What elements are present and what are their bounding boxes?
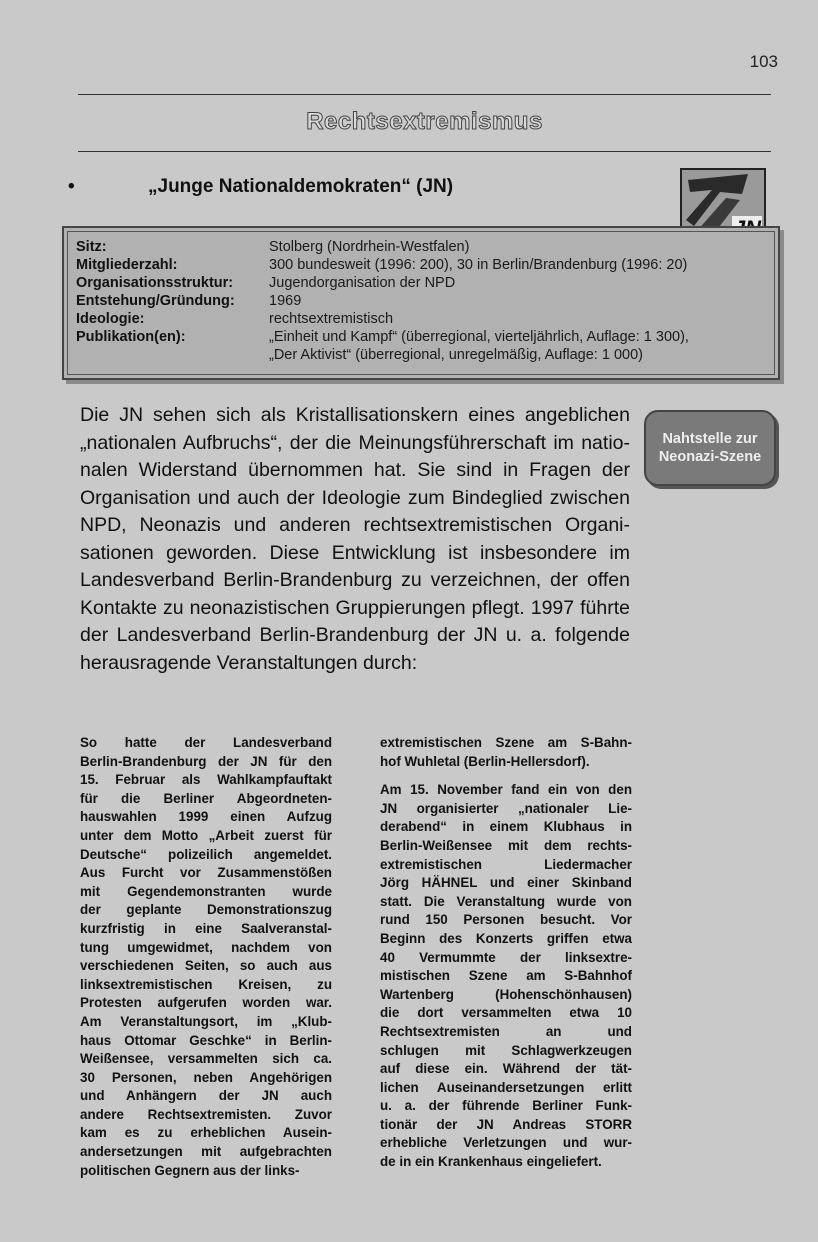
info-box (62, 226, 780, 380)
paragraph-line: NPD, Neonazis und anderen rechtsextremistischen Organi- (80, 514, 630, 536)
paragraph-line: herausragende Veranstaltungen durch: (80, 651, 418, 674)
info-label: Mitgliederzahl: (76, 257, 178, 273)
sidenote-line: Neonazi-Szene (658, 449, 762, 465)
main-paragraph (80, 402, 630, 677)
page-number: 103 (749, 52, 778, 71)
column-paragraph (80, 734, 332, 1180)
column-line: andere Rechtsextremisten. Zuvor (80, 1106, 332, 1122)
column-line: rund 150 Personen besucht. Vor (380, 912, 632, 928)
column-line: Rechtsextremisten an und (380, 1023, 632, 1039)
column-line: die dort versammelten etwa 10 (380, 1005, 632, 1021)
info-value: 300 bundesweit (1996: 200), 30 in Berlin/Brandenburg (1996: 20) (269, 257, 688, 273)
column-line: hauswahlen 1999 einen Aufzug (80, 809, 332, 825)
info-value: 1969 (269, 293, 302, 309)
sidenote (644, 410, 776, 486)
column-line: schlugen mit Schlagwerkzeugen (380, 1042, 632, 1058)
info-label: Publikation(en): (76, 329, 186, 345)
column-line: haus Ottomar Geschke“ in Berlin- (80, 1032, 332, 1048)
column-line: de in ein Krankenhaus eingeliefert. (380, 1154, 602, 1170)
column-line: linksextremistischen Kreisen, zu (80, 976, 332, 992)
column-line: lichen Auseinandersetzungen erlitt (380, 1079, 632, 1095)
info-label: Sitz: (76, 239, 107, 255)
column-line: tung umgewidmet, nachdem von (80, 939, 332, 955)
column-line: Protesten aufgerufen worden war. (80, 995, 332, 1011)
info-value: „Einheit und Kampf“ (überregional, vierteljährlich, Auflage: 1 300), (269, 329, 689, 345)
column-line: hof Wuhletal (Berlin-Hellersdorf). (380, 753, 590, 769)
paragraph-line: Kontakte zu neonazistischen Gruppierungen pflegt. 1997 führte (80, 596, 630, 619)
column-line: statt. Die Veranstaltung wurde von (380, 893, 632, 909)
column-line: mistischen Szene am S-Bahnhof (380, 968, 632, 984)
column-line: kam es zu erheblichen Ausein- (80, 1125, 332, 1141)
column-line: JN organisierter „nationaler Lie- (380, 800, 632, 816)
paragraph-line: sationen geworden. Diese Entwicklung ist insbesondere im (80, 541, 630, 564)
info-value: Jugendorganisation der NPD (269, 275, 456, 291)
organization-name: „Junge Nationaldemokraten“ (JN) (148, 176, 454, 197)
column-line: u. a. der führende Berliner Funk- (380, 1098, 632, 1114)
paragraph-line: Die JN sehen sich als Kristallisationskern eines angeblichen (80, 404, 630, 426)
paragraph-line: Landesverband Berlin-Brandenburg zu verzeichnen, der offen (80, 569, 630, 591)
column-line: Aus Furcht vor Zusammenstößen (80, 865, 332, 881)
column-line: Weißensee, versammelten sich ca. (80, 1051, 332, 1067)
column-line: Berlin-Weißensee mit dem rechts- (380, 837, 632, 853)
column-line: andersetzungen mit aufgebrachten (80, 1144, 332, 1160)
column-line: Jörg HÄHNEL und einer Skinband (380, 875, 632, 891)
column-line: derabend“ in einem Klubhaus in (380, 819, 632, 835)
column-paragraph (380, 781, 632, 1171)
column-line: politischen Gegnern aus der links- (80, 1162, 300, 1178)
column-line: für die Berliner Abgeordneten- (80, 790, 332, 806)
header-rule-top (78, 94, 771, 95)
column-line: Deutsche“ polizeilich angemeldet. (80, 846, 332, 862)
column-line: extremistischen Szene am S-Bahn- (380, 735, 632, 750)
column-line: extremistischen Liedermacher (380, 856, 632, 872)
column-line: unter dem Motto „Arbeit zuerst für (80, 827, 332, 843)
info-label: Organisationsstruktur: (76, 275, 234, 291)
bullet: • (68, 176, 75, 197)
info-label: Ideologie: (76, 311, 145, 327)
organization-heading (68, 176, 453, 198)
header-rule-bottom (78, 151, 771, 152)
column-line: 30 Personen, neben Angehörigen (80, 1069, 332, 1085)
column-line: So hatte der Landesverband (80, 735, 332, 750)
column-line: mit Gegendemonstranten wurde (80, 883, 332, 899)
column-line: Berlin-Brandenburg der JN für den (80, 753, 332, 769)
column-line: Am 15. November fand ein von den (380, 782, 632, 798)
column-paragraph (380, 734, 632, 771)
column-line: Beginn des Konzerts griffen etwa (380, 930, 632, 946)
sidenote-line: Nahtstelle zur (662, 431, 758, 447)
paragraph-line: nalen Widerstand übernommen hat. Sie sind in Fragen der (80, 459, 630, 481)
info-value: „Der Aktivist“ (überregional, unregelmäßig, Auflage: 1 000) (269, 347, 643, 363)
section-title: Rechtsextremismus (306, 108, 543, 135)
right-column (380, 734, 632, 1182)
column-line: 40 Vermummte der linksextre- (380, 949, 632, 965)
column-line: tionär der JN Andreas STORR (380, 1116, 632, 1132)
paragraph-line: „nationalen Aufbruchs“, der die Meinungsführerschaft im natio- (80, 431, 630, 454)
left-column (80, 734, 332, 1190)
paragraph-line: der Landesverband Berlin-Brandenburg der JN u. a. folgende (80, 624, 630, 646)
column-line: Wartenberg (Hohenschönhausen) (380, 986, 632, 1002)
column-line: auf diese ein. Während der tät- (380, 1061, 632, 1077)
column-line: 15. Februar als Wahlkampfauftakt (80, 772, 332, 788)
info-label: Entstehung/Gründung: (76, 293, 235, 309)
column-line: und Anhängern der JN auch (80, 1088, 332, 1104)
info-value: rechtsextremistisch (269, 311, 394, 327)
column-line: Am Veranstaltungsort, im „Klub- (80, 1013, 332, 1029)
paragraph-line: Organisation und auch der Ideologie zum Bindeglied zwischen (80, 486, 630, 509)
column-line: der geplante Demonstrationszug (80, 902, 332, 918)
column-line: erhebliche Verletzungen und wur- (380, 1135, 632, 1151)
info-value: Stolberg (Nordrhein-Westfalen) (269, 239, 470, 255)
column-line: kurzfristig in eine Saalveranstal- (80, 920, 332, 936)
column-line: verschiedenen Seiten, so auch aus (80, 958, 332, 974)
